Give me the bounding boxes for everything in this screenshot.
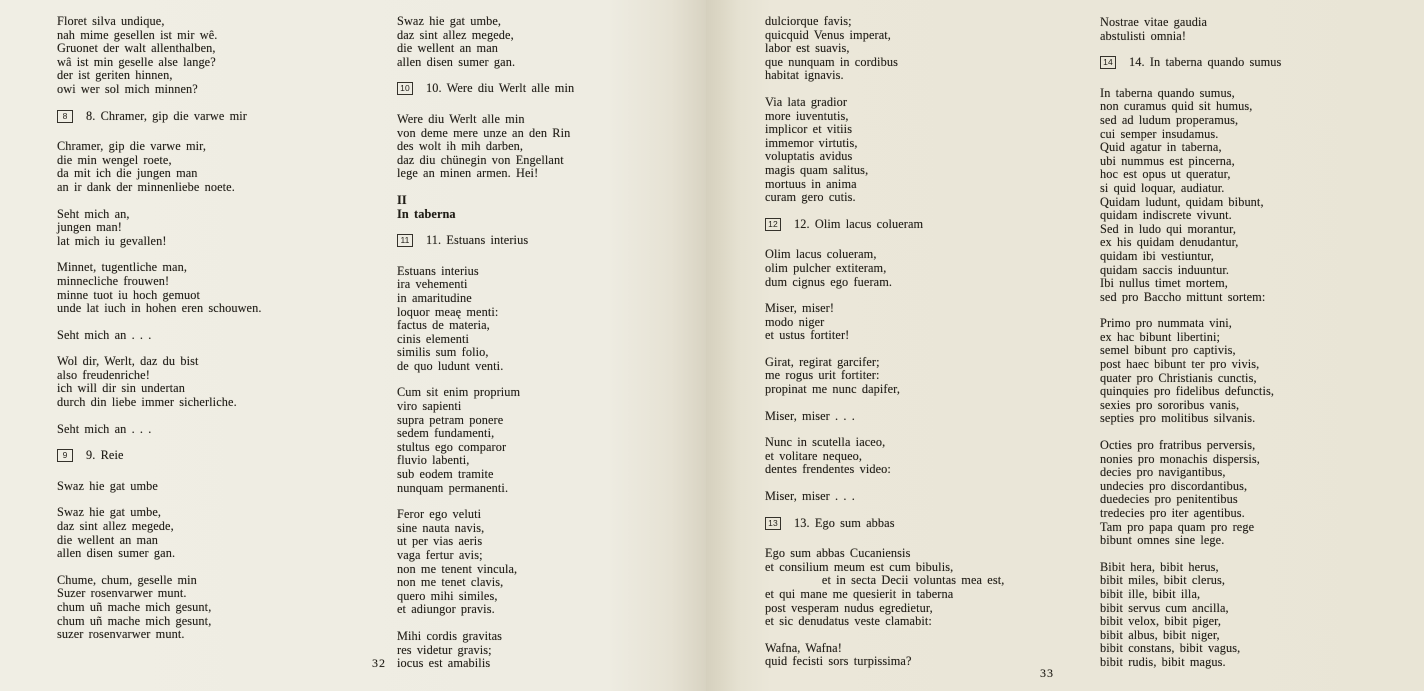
verse-line: des wolt ih mih darben, — [397, 139, 524, 154]
stanza — [397, 15, 709, 69]
stanza — [57, 480, 377, 494]
song-heading — [397, 82, 709, 96]
song-heading — [397, 234, 709, 248]
song-number-box: 12 — [765, 218, 781, 231]
verse-line: daz diu chünegin von Engellant — [397, 152, 564, 167]
verse-line: Wafna, Wafna! — [765, 640, 842, 655]
verse-line: et consilium meum est cum bibulis, — [765, 559, 954, 574]
verse-line: Chramer, gip die varwe mir, — [57, 139, 207, 154]
stanza — [57, 208, 377, 249]
verse-line: ex hac bibunt libertini; — [1100, 329, 1221, 344]
verse-line: sub eodem tramite — [397, 467, 494, 482]
verse-line: Swaz hie gat umbe, — [397, 14, 502, 28]
verse-line: allen disen sumer gan. — [397, 54, 516, 69]
verse-line: Were diu Werlt alle min — [397, 111, 525, 126]
verse-line: hoc est opus ut queratur, — [1100, 167, 1231, 182]
verse-line: ex his quidam denudantur, — [1100, 235, 1239, 250]
verse-line: wâ ist min geselle alse lange? — [57, 54, 216, 69]
verse-line: et in secta Decii voluntas mea est, — [765, 573, 1005, 588]
verse-line: quid fecisti sors turpissima? — [765, 654, 912, 669]
verse-line: Bibit hera, bibit herus, — [1100, 559, 1219, 574]
verse-line: Primo pro nummata vini, — [1100, 316, 1232, 331]
song-number-box: 11 — [397, 234, 413, 247]
verse-line: minne tuot iu hoch gemuot — [57, 287, 201, 302]
verse-line: Miser, miser! — [765, 301, 835, 316]
song-number-box: 13 — [765, 517, 781, 530]
verse-line: bibit constans, bibit vagus, — [1100, 641, 1241, 656]
verse-line: die wellent an man — [57, 532, 159, 547]
verse-line: an ir dank der minnenliebe noete. — [57, 179, 235, 194]
stanza — [1100, 16, 1422, 43]
verse-line: cui semper insudamus. — [1100, 126, 1219, 141]
section-heading — [397, 194, 709, 221]
song-title: 9. Reie — [86, 448, 124, 463]
verse-line: Quid agatur in taberna, — [1100, 140, 1222, 155]
verse-line: res videtur gravis; — [397, 642, 492, 657]
verse-line: Girat, regirat garcifer; — [765, 354, 880, 369]
verse-line: et ustus fortiter! — [765, 328, 850, 343]
verse-line: die min wengel roete, — [57, 152, 172, 167]
verse-line: lat mich iu gevallen! — [57, 233, 167, 248]
stanza — [57, 423, 377, 437]
verse-line: et volitare nequeo, — [765, 448, 863, 463]
verse-line: owi wer sol mich minnen? — [57, 81, 198, 96]
verse-line: Seht mich an, — [57, 206, 130, 221]
verse-line: quinquies pro fidelibus defunctis, — [1100, 384, 1275, 399]
verse-line: Octies pro fratribus perversis, — [1100, 438, 1256, 453]
verse-line: quidam indiscrete vivunt. — [1100, 208, 1232, 223]
verse-line: et sic denudatus veste clamabit: — [765, 614, 932, 629]
verse-line: nah mime gesellen ist mir wê. — [57, 27, 218, 42]
verse-line: chum uñ mache mich gesunt, — [57, 613, 212, 628]
verse-line: decies pro navigantibus, — [1100, 465, 1226, 480]
verse-line: Gruonet der walt allenthalben, — [57, 41, 216, 56]
verse-line: septies pro molitibus silvanis. — [1100, 411, 1256, 426]
song-title: 11. Estuans interius — [426, 233, 529, 248]
verse-line: Ibi nullus timet mortem, — [1100, 276, 1228, 291]
verse-line: tredecies pro iter agentibus. — [1100, 506, 1245, 520]
verse-line: stultus ego comparor — [397, 439, 507, 454]
song-number-box: 9 — [57, 449, 73, 462]
verse-line: bibit albus, bibit niger, — [1100, 627, 1220, 642]
verse-line: quidam ibi vestiuntur, — [1100, 248, 1214, 263]
verse-line: unde lat iuch in hohen eren schouwen. — [57, 301, 262, 316]
verse-line: Sed in ludo qui morantur, — [1100, 221, 1237, 236]
song-number-box: 14 — [1100, 56, 1116, 69]
verse-line: voluptatis avidus — [765, 149, 853, 164]
verse-line: more iuventutis, — [765, 108, 849, 123]
verse-line: ich will dir sin undertan — [57, 381, 185, 396]
verse-line: Nunc in scutella iaceo, — [765, 435, 886, 450]
verse-line: Wol dir, Werlt, daz du bist — [57, 354, 199, 369]
verse-line: bibunt omnes sine lege. — [1100, 533, 1225, 548]
verse-line: Cum sit enim proprium — [397, 385, 521, 400]
verse-line: Seht mich an . . . — [57, 421, 152, 436]
verse-line: propinat me nunc dapifer, — [765, 382, 901, 397]
text-column-4 — [1100, 16, 1422, 683]
stanza — [1100, 439, 1422, 548]
verse-line: daz sint allez megede, — [397, 27, 514, 42]
verse-line: sexies pro sororibus vanis, — [1100, 397, 1240, 412]
stanza — [57, 355, 377, 409]
verse-line: habitat ignavis. — [765, 68, 844, 83]
stanza — [57, 261, 377, 315]
verse-line: allen disen sumer gan. — [57, 546, 176, 561]
stanza — [57, 506, 377, 560]
verse-line: et qui mane me quesierit in taberna — [765, 587, 954, 601]
verse-line: abstulisti omnia! — [1100, 28, 1187, 43]
verse-line: In taberna quando sumus, — [1100, 85, 1235, 100]
verse-line: de quo ludunt venti. — [397, 358, 504, 373]
verse-line: bibit velox, bibit piger, — [1100, 614, 1222, 629]
verse-line: mortuus in anima — [765, 176, 857, 191]
verse-line: Suzer rosenvarwer munt. — [57, 586, 187, 601]
verse-line: Estuans interius — [397, 263, 479, 278]
verse-line: quidam saccis induuntur. — [1100, 262, 1230, 277]
verse-line: da mit ich die jungen man — [57, 166, 198, 181]
verse-line: Swaz hie gat umbe, — [57, 505, 162, 520]
verse-line: bibit miles, bibit clerus, — [1100, 573, 1226, 588]
verse-line: bibit servus cum ancilla, — [1100, 600, 1229, 615]
verse-line: die wellent an man — [397, 41, 499, 56]
verse-line: fluvio labenti, — [397, 453, 470, 468]
text-column-2 — [397, 15, 709, 684]
verse-line: non me tenet clavis, — [397, 575, 504, 590]
stanza — [57, 140, 377, 194]
verse-line: Mihi cordis gravitas — [397, 628, 503, 643]
verse-line: Ego sum abbas Cucaniensis — [765, 546, 911, 561]
song-heading — [57, 449, 377, 463]
verse-line: Nostrae vitae gaudia — [1100, 15, 1208, 29]
verse-line: Via lata gradior — [765, 94, 848, 109]
verse-line: olim pulcher extiteram, — [765, 260, 887, 275]
verse-line: sine nauta navis, — [397, 520, 485, 535]
verse-line: duedecies pro penitentibus — [1100, 492, 1238, 507]
verse-line: Swaz hie gat umbe — [57, 478, 158, 493]
verse-line: sedem fundamenti, — [397, 426, 495, 441]
verse-line: nonies pro monachis dispersis, — [1100, 451, 1260, 466]
verse-line: Miser, miser . . . — [765, 408, 855, 423]
stanza — [1100, 317, 1422, 426]
verse-line: dum cignus ego fueram. — [765, 274, 893, 289]
verse-line: non me tenent vincula, — [397, 561, 518, 576]
verse-line: dentes frendentes video: — [765, 462, 891, 477]
stanza — [397, 386, 709, 495]
verse-line: Tam pro papa quam pro rege — [1100, 519, 1255, 534]
verse-line: Olim lacus colueram, — [765, 247, 877, 262]
verse-line: in amaritudine — [397, 290, 472, 305]
verse-line: quero mihi similes, — [397, 588, 498, 603]
verse-line: si quid loquar, audiatur. — [1100, 180, 1225, 195]
verse-line: me rogus urit fortiter: — [765, 368, 880, 383]
verse-line: bibit ille, bibit illa, — [1100, 586, 1201, 601]
verse-line: viro sapienti — [397, 399, 462, 414]
verse-line: ut per vias aeris — [397, 534, 483, 549]
page-number-right: 33 — [1040, 666, 1054, 680]
stanza — [1100, 87, 1422, 305]
verse-line: nunquam permanenti. — [397, 480, 509, 495]
verse-line: factus de materia, — [397, 318, 490, 333]
verse-line: dulciorque favis; — [765, 14, 852, 28]
verse-line: immemor virtutis, — [765, 135, 858, 150]
song-title: 13. Ego sum abbas — [794, 515, 895, 530]
verse-line: Seht mich an . . . — [57, 327, 152, 342]
verse-line: similis sum folio, — [397, 345, 489, 360]
verse-line: Chume, chum, geselle min — [57, 572, 197, 587]
verse-line: also freudenriche! — [57, 367, 150, 382]
song-heading — [57, 110, 377, 124]
stanza — [397, 630, 709, 671]
page-number-left: 32 — [372, 656, 386, 670]
verse-line: In taberna — [397, 206, 456, 221]
verse-line: von deme mere unze an den Rin — [397, 125, 571, 140]
verse-line: Floret silva undique, — [57, 14, 165, 28]
song-title: 12. Olim lacus colueram — [794, 216, 924, 231]
verse-line: labor est suavis, — [765, 41, 850, 56]
verse-line: post vesperam nudus egredietur, — [765, 600, 933, 615]
verse-line: cinis elementi — [397, 331, 470, 346]
verse-line: modo niger — [765, 314, 825, 329]
verse-line: curam gero cutis. — [765, 190, 856, 205]
verse-line: vaga fertur avis; — [397, 548, 483, 562]
verse-line: sed ad ludum properamus, — [1100, 112, 1239, 127]
stanza — [397, 508, 709, 617]
stanza — [397, 113, 709, 181]
verse-line: Feror ego veluti — [397, 507, 482, 522]
verse-line: magis quam salitus, — [765, 162, 869, 177]
song-title: 14. In taberna quando sumus — [1129, 55, 1282, 70]
verse-line: durch din liebe immer sicherliche. — [57, 395, 237, 410]
text-column-1 — [57, 15, 377, 655]
stanza — [57, 329, 377, 343]
verse-line: Quidam ludunt, quidam bibunt, — [1100, 194, 1264, 209]
stanza — [57, 15, 377, 97]
verse-line: sed pro Baccho mittunt sortem: — [1100, 289, 1266, 304]
verse-line: bibit rudis, bibit magus. — [1100, 654, 1226, 669]
verse-line: loquor meaę menti: — [397, 304, 499, 319]
verse-line: minnecliche frouwen! — [57, 273, 170, 288]
verse-line: chum uñ mache mich gesunt, — [57, 600, 212, 614]
verse-line: iocus est amabilis — [397, 656, 491, 671]
verse-line: jungen man! — [57, 220, 122, 235]
verse-line: lege an minen armen. Hei! — [397, 166, 539, 181]
verse-line: der ist geriten hinnen, — [57, 68, 173, 83]
verse-line: undecies pro discordantibus, — [1100, 478, 1248, 493]
verse-line: supra petram ponere — [397, 412, 504, 427]
song-number-box: 10 — [397, 82, 413, 95]
verse-line: Minnet, tugentliche man, — [57, 260, 188, 275]
stanza — [1100, 561, 1422, 670]
verse-line: implicor et vitiis — [765, 122, 853, 137]
verse-line: Miser, miser . . . — [765, 489, 855, 504]
verse-line: II — [397, 192, 407, 207]
stanza — [57, 574, 377, 642]
song-number-box: 8 — [57, 110, 73, 123]
verse-line: suzer rosenvarwer munt. — [57, 627, 185, 642]
song-title: 10. Were diu Werlt alle min — [426, 81, 575, 96]
verse-line: quicquid Venus imperat, — [765, 27, 891, 42]
verse-line: ubi nummus est pincerna, — [1100, 153, 1235, 168]
verse-line: que nunquam in cordibus — [765, 54, 898, 69]
verse-line: quater pro Christianis cunctis, — [1100, 370, 1257, 385]
song-title: 8. Chramer, gip die varwe mir — [86, 108, 247, 123]
verse-line: ira vehementi — [397, 277, 468, 292]
verse-line: post haec bibunt ter pro vivis, — [1100, 357, 1260, 372]
verse-line: non curamus quid sit humus, — [1100, 99, 1253, 114]
verse-line: semel bibunt pro captivis, — [1100, 343, 1236, 358]
stanza — [397, 265, 709, 374]
song-heading — [1100, 56, 1422, 70]
verse-line: daz sint allez megede, — [57, 519, 174, 534]
verse-line: et adiungor pravis. — [397, 602, 495, 617]
